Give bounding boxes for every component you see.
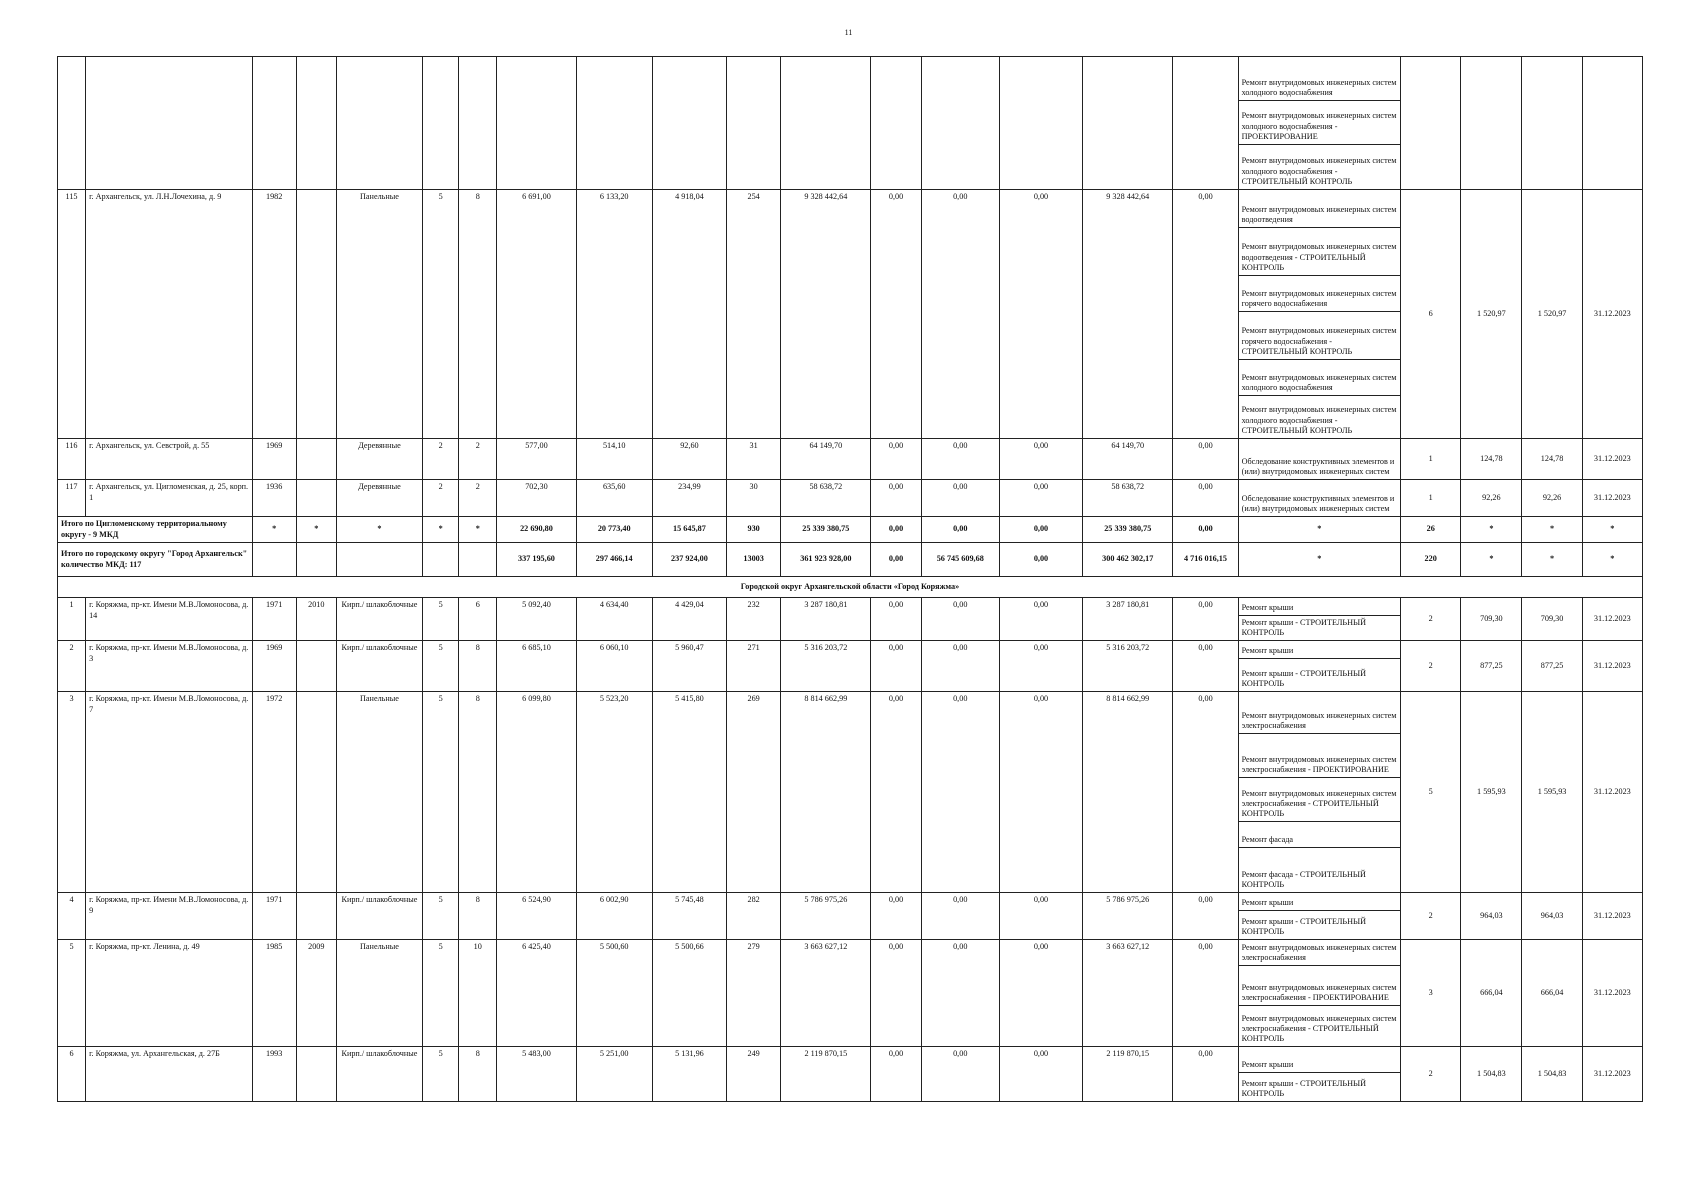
work-item: Ремонт фасада	[1239, 822, 1401, 848]
entrances: 6	[459, 598, 497, 641]
cost-total: 5 316 203,72	[781, 641, 871, 692]
work-count: 2	[1401, 893, 1461, 940]
fund-other: 0,00	[1173, 598, 1238, 641]
build-year: 1982	[252, 190, 296, 439]
work-item: Ремонт фасада - СТРОИТЕЛЬНЫЙ КОНТРОЛЬ	[1241, 869, 1366, 890]
reconstruction-year	[296, 439, 336, 480]
deadline: 31.12.2023	[1582, 1047, 1642, 1102]
area-total: 6 099,80	[497, 692, 576, 893]
fund-federal: 0,00	[871, 641, 921, 692]
fund-owners: 58 638,72	[1083, 480, 1173, 517]
table-row	[58, 1047, 1643, 1102]
cost-total: 64 149,70	[781, 439, 871, 480]
section-row	[58, 577, 1643, 598]
area-res: 15 645,87	[652, 517, 726, 543]
deadline: 31.12.2023	[1582, 480, 1642, 517]
fund-municipal: 0,00	[999, 190, 1082, 439]
unit-limit: 877,25	[1522, 641, 1582, 692]
fund-regional: 0,00	[921, 598, 999, 641]
fund-owners: 3 663 627,12	[1083, 940, 1173, 1047]
row-number: 2	[58, 641, 86, 692]
area-residential: 5 500,66	[652, 940, 726, 1047]
fund-owners: 9 328 442,64	[1083, 190, 1173, 439]
work-item: Ремонт внутридомовых инженерных систем холодного водоснабжения	[1239, 360, 1401, 396]
fund-federal: 0,00	[871, 480, 921, 517]
area-premises: 4 634,40	[576, 598, 652, 641]
area-total: 702,30	[497, 480, 576, 517]
fund-owners: 5 316 203,72	[1083, 641, 1173, 692]
unit-cost: 1 520,97	[1461, 190, 1522, 439]
unit-limit: 1 504,83	[1522, 1047, 1582, 1102]
table-row	[58, 598, 1643, 641]
residents: 30	[727, 480, 781, 517]
row-number: 116	[58, 439, 86, 480]
fund-owners: 25 339 380,75	[1083, 517, 1173, 543]
star-mark: *	[336, 517, 422, 543]
entrances: 8	[459, 893, 497, 940]
work-item: Ремонт крыши - СТРОИТЕЛЬНЫЙ КОНТРОЛЬ	[1241, 668, 1367, 689]
work-count: 2	[1401, 1047, 1461, 1102]
works-list	[1238, 940, 1401, 1047]
unit-cost: 964,03	[1461, 893, 1522, 940]
fund-owners: 2 119 870,15	[1083, 1047, 1173, 1102]
row-number: 6	[58, 1047, 86, 1102]
area-residential: 4 429,04	[652, 598, 726, 641]
cost-total: 5 786 975,26	[781, 893, 871, 940]
work-item: Ремонт внутридомовых инженерных систем электроснабжения - ПРОЕКТИРОВАНИЕ	[1239, 734, 1401, 778]
cost-total: 2 119 870,15	[781, 1047, 871, 1102]
unit-cost: 1 504,83	[1461, 1047, 1522, 1102]
unit-limit: 666,04	[1522, 940, 1582, 1047]
deadline: 31.12.2023	[1582, 598, 1642, 641]
total-label: Итого по городскому округу "Город Архангельск" количество МКД: 117	[58, 543, 253, 577]
works-list	[1238, 1047, 1401, 1102]
wall-material: Кирп./ шлакоблочные	[336, 598, 422, 641]
fund-other: 0,00	[1173, 517, 1238, 543]
address: г. Коряжма, пр-кт. Имени М.В.Ломоносова, д. 9	[86, 893, 253, 940]
deadline: 31.12.2023	[1582, 893, 1642, 940]
fund-other: 0,00	[1173, 893, 1238, 940]
star-mark: *	[1582, 543, 1642, 577]
area-total: 337 195,60	[497, 543, 576, 577]
entrances: 2	[459, 480, 497, 517]
star-mark: *	[1582, 517, 1642, 543]
area-total: 22 690,80	[497, 517, 576, 543]
work-item: Ремонт внутридомовых инженерных систем холодного водоснабжения	[1239, 57, 1401, 101]
fund-other: 0,00	[1173, 439, 1238, 480]
wall-material: Кирп./ шлакоблочные	[336, 641, 422, 692]
unit-limit: 709,30	[1522, 598, 1582, 641]
deadline: 31.12.2023	[1582, 641, 1642, 692]
works-list	[1238, 641, 1401, 692]
fund-municipal: 0,00	[999, 893, 1082, 940]
row-number: 3	[58, 692, 86, 893]
fund-owners: 64 149,70	[1083, 439, 1173, 480]
deadline: 31.12.2023	[1582, 692, 1642, 893]
work-count: 5	[1401, 692, 1461, 893]
floors: 5	[423, 940, 459, 1047]
wall-material: Панельные	[336, 692, 422, 893]
works-list	[1238, 598, 1401, 641]
fund-other: 0,00	[1173, 1047, 1238, 1102]
area-total: 577,00	[497, 439, 576, 480]
unit-cost: 1 595,93	[1461, 692, 1522, 893]
work-count: 1	[1401, 480, 1461, 517]
address: г. Архангельск, ул. Севстрой, д. 55	[86, 439, 253, 480]
fund-municipal: 0,00	[999, 641, 1082, 692]
fund-regional: 0,00	[921, 692, 999, 893]
residents: 31	[727, 439, 781, 480]
unit-limit: 124,78	[1522, 439, 1582, 480]
reconstruction-year	[296, 692, 336, 893]
area-premises: 5 523,20	[576, 692, 652, 893]
work-count: 2	[1401, 641, 1461, 692]
build-year: 1993	[252, 1047, 296, 1102]
star-mark: *	[1238, 543, 1401, 577]
fund-municipal: 0,00	[999, 439, 1082, 480]
table-row	[58, 893, 1643, 940]
wall-material: Кирп./ шлакоблочные	[336, 893, 422, 940]
works-list	[1238, 190, 1401, 439]
area-residential: 5 131,96	[652, 1047, 726, 1102]
works-list	[1238, 692, 1401, 893]
fund-fed: 0,00	[871, 517, 921, 543]
wall-material: Деревянные	[336, 439, 422, 480]
work-item: Ремонт внутридомовых инженерных систем электроснабжения - СТРОИТЕЛЬНЫЙ КОНТРОЛЬ	[1241, 1013, 1397, 1044]
star-mark: *	[1522, 543, 1582, 577]
unit-limit: 1 520,97	[1522, 190, 1582, 439]
work-item: Ремонт внутридомовых инженерных систем электроснабжения	[1239, 940, 1401, 966]
fund-federal: 0,00	[871, 893, 921, 940]
entrances: 10	[459, 940, 497, 1047]
works-list	[1238, 893, 1401, 940]
table-row	[58, 480, 1643, 517]
area-living: 20 773,40	[576, 517, 652, 543]
area-residential: 4 918,04	[652, 190, 726, 439]
row-number: 1	[58, 598, 86, 641]
deadline: 31.12.2023	[1582, 439, 1642, 480]
floors: 5	[423, 190, 459, 439]
area-residential: 5 745,48	[652, 893, 726, 940]
address: г. Коряжма, пр-кт. Ленина, д. 49	[86, 940, 253, 1047]
carryover-works	[1238, 57, 1401, 190]
star-mark: *	[296, 517, 336, 543]
fund-federal: 0,00	[871, 598, 921, 641]
area-total: 6 425,40	[497, 940, 576, 1047]
fund-owners: 5 786 975,26	[1083, 893, 1173, 940]
area-total: 6 685,10	[497, 641, 576, 692]
work-count: 1	[1401, 439, 1461, 480]
reconstruction-year	[296, 190, 336, 439]
fund-other: 4 716 016,15	[1173, 543, 1238, 577]
residents: 271	[727, 641, 781, 692]
area-total: 5 092,40	[497, 598, 576, 641]
area-premises: 514,10	[576, 439, 652, 480]
residents: 930	[727, 517, 781, 543]
reconstruction-year	[296, 480, 336, 517]
fund-municipal: 0,00	[999, 598, 1082, 641]
fund-municipal: 0,00	[999, 1047, 1082, 1102]
residents: 13003	[727, 543, 781, 577]
fund-owners: 3 287 180,81	[1083, 598, 1173, 641]
row-number: 4	[58, 893, 86, 940]
work-item: Ремонт внутридомовых инженерных систем холодного водоснабжения - СТРОИТЕЛЬНЫЙ КОНТРОЛЬ	[1241, 405, 1397, 435]
area-total: 6 691,00	[497, 190, 576, 439]
area-premises: 5 500,60	[576, 940, 652, 1047]
work-count: 2	[1401, 598, 1461, 641]
entrances: 2	[459, 439, 497, 480]
floors: 5	[423, 641, 459, 692]
area-premises: 6 060,10	[576, 641, 652, 692]
floors: 2	[423, 439, 459, 480]
row-number: 5	[58, 940, 86, 1047]
wall-material: Кирп./ шлакоблочные	[336, 1047, 422, 1102]
residents: 279	[727, 940, 781, 1047]
address: г. Коряжма, пр-кт. Имени М.В.Ломоносова, д. 3	[86, 641, 253, 692]
reconstruction-year	[296, 893, 336, 940]
deadline: 31.12.2023	[1582, 940, 1642, 1047]
row-number: 117	[58, 480, 86, 517]
unit-cost: 709,30	[1461, 598, 1522, 641]
floors: 5	[423, 692, 459, 893]
area-residential: 92,60	[652, 439, 726, 480]
area-total: 6 524,90	[497, 893, 576, 940]
floors: 2	[423, 480, 459, 517]
unit-cost: 124,78	[1461, 439, 1522, 480]
capital-repair-table	[57, 56, 1643, 1102]
work-item: Ремонт крыши - СТРОИТЕЛЬНЫЙ КОНТРОЛЬ	[1241, 1078, 1367, 1099]
works-list	[1238, 439, 1401, 480]
page-number: 11	[844, 28, 853, 37]
work-item: Ремонт крыши	[1239, 598, 1401, 616]
star-mark: *	[252, 517, 296, 543]
reconstruction-year: 2010	[296, 598, 336, 641]
address: г. Архангельск, ул. Цигломенская, д. 25, корп. 1	[86, 480, 253, 517]
star-mark: *	[1461, 543, 1522, 577]
fund-federal: 0,00	[871, 692, 921, 893]
area-residential: 5 415,80	[652, 692, 726, 893]
fund-federal: 0,00	[871, 439, 921, 480]
unit-cost: 666,04	[1461, 940, 1522, 1047]
deadline: 31.12.2023	[1582, 190, 1642, 439]
fund-municipal: 0,00	[999, 692, 1082, 893]
residents: 282	[727, 893, 781, 940]
cost-total: 58 638,72	[781, 480, 871, 517]
fund-owners: 300 462 302,17	[1083, 543, 1173, 577]
cost-total: 9 328 442,64	[781, 190, 871, 439]
fund-other: 0,00	[1173, 940, 1238, 1047]
work-count: 220	[1401, 543, 1461, 577]
build-year: 1985	[252, 940, 296, 1047]
work-count: 3	[1401, 940, 1461, 1047]
work-count: 26	[1401, 517, 1461, 543]
address: г. Коряжма, ул. Архангельская, д. 27Б	[86, 1047, 253, 1102]
fund-mun: 0,00	[999, 543, 1082, 577]
area-residential: 234,99	[652, 480, 726, 517]
work-item: Ремонт внутридомовых инженерных систем электроснабжения - ПРОЕКТИРОВАНИЕ	[1239, 966, 1401, 1006]
fund-regional: 0,00	[921, 1047, 999, 1102]
area-living: 297 466,14	[576, 543, 652, 577]
residents: 249	[727, 1047, 781, 1102]
unit-limit: 964,03	[1522, 893, 1582, 940]
work-item: Ремонт внутридомовых инженерных систем холодного водоснабжения - СТРОИТЕЛЬНЫЙ КОНТРОЛЬ	[1241, 156, 1397, 186]
total-row	[58, 543, 1643, 577]
fund-owners: 8 814 662,99	[1083, 692, 1173, 893]
unit-limit: 1 595,93	[1522, 692, 1582, 893]
fund-regional: 0,00	[921, 190, 999, 439]
fund-other: 0,00	[1173, 641, 1238, 692]
floors: 5	[423, 1047, 459, 1102]
area-total: 5 483,00	[497, 1047, 576, 1102]
work-item: Ремонт внутридомовых инженерных систем водоотведения - СТРОИТЕЛЬНЫЙ КОНТРОЛЬ	[1239, 228, 1401, 276]
star-mark: *	[423, 517, 459, 543]
residents: 269	[727, 692, 781, 893]
carryover-row	[58, 57, 1643, 190]
work-item: Ремонт крыши - СТРОИТЕЛЬНЫЙ КОНТРОЛЬ	[1241, 916, 1367, 937]
build-year: 1971	[252, 893, 296, 940]
work-item: Ремонт крыши	[1239, 641, 1401, 659]
address: г. Архангельск, ул. Л.Н.Лочехина, д. 9	[86, 190, 253, 439]
area-premises: 6 002,90	[576, 893, 652, 940]
work-item: Ремонт внутридомовых инженерных систем горячего водоснабжения	[1239, 276, 1401, 312]
cost-total: 3 287 180,81	[781, 598, 871, 641]
wall-material: Панельные	[336, 190, 422, 439]
area-premises: 5 251,00	[576, 1047, 652, 1102]
fund-federal: 0,00	[871, 1047, 921, 1102]
work-item: Ремонт внутридомовых инженерных систем холодного водоснабжения - ПРОЕКТИРОВАНИЕ	[1239, 101, 1401, 145]
table-row	[58, 190, 1643, 439]
row-number: 115	[58, 190, 86, 439]
entrances: 8	[459, 641, 497, 692]
floors: 5	[423, 598, 459, 641]
cost-total: 3 663 627,12	[781, 940, 871, 1047]
fund-regional: 0,00	[921, 641, 999, 692]
wall-material: Деревянные	[336, 480, 422, 517]
fund-reg: 56 745 609,68	[921, 543, 999, 577]
total-label: Итого по Цигломенскому территориальному округу - 9 МКД	[58, 517, 253, 543]
fund-municipal: 0,00	[999, 940, 1082, 1047]
table-row	[58, 641, 1643, 692]
work-item: Ремонт внутридомовых инженерных систем водоотведения	[1239, 190, 1401, 228]
area-residential: 5 960,47	[652, 641, 726, 692]
star-mark: *	[1522, 517, 1582, 543]
table-row	[58, 692, 1643, 893]
entrances: 8	[459, 692, 497, 893]
reconstruction-year	[296, 1047, 336, 1102]
star-mark: *	[1238, 517, 1401, 543]
address: г. Коряжма, пр-кт. Имени М.В.Ломоносова, д. 14	[86, 598, 253, 641]
work-item: Ремонт внутридомовых инженерных систем горячего водоснабжения - СТРОИТЕЛЬНЫЙ КОНТРОЛЬ	[1239, 312, 1401, 360]
fund-other: 0,00	[1173, 190, 1238, 439]
entrances: 8	[459, 1047, 497, 1102]
fund-federal: 0,00	[871, 190, 921, 439]
fund-other: 0,00	[1173, 480, 1238, 517]
fund-federal: 0,00	[871, 940, 921, 1047]
build-year: 1969	[252, 641, 296, 692]
residents: 232	[727, 598, 781, 641]
address: г. Коряжма, пр-кт. Имени М.В.Ломоносова, д. 7	[86, 692, 253, 893]
residents: 254	[727, 190, 781, 439]
work-item: Обследование конструктивных элементов и (или) внутридомовых инженерных систем	[1241, 493, 1395, 513]
fund-reg: 0,00	[921, 517, 999, 543]
work-item: Ремонт внутридомовых инженерных систем электроснабжения - СТРОИТЕЛЬНЫЙ КОНТРОЛЬ	[1239, 778, 1401, 822]
table-row	[58, 940, 1643, 1047]
build-year: 1936	[252, 480, 296, 517]
fund-regional: 0,00	[921, 480, 999, 517]
entrances: 8	[459, 190, 497, 439]
floors: 5	[423, 893, 459, 940]
unit-limit: 92,26	[1522, 480, 1582, 517]
work-count: 6	[1401, 190, 1461, 439]
table-row	[58, 439, 1643, 480]
fund-municipal: 0,00	[999, 480, 1082, 517]
area-res: 237 924,00	[652, 543, 726, 577]
work-item: Ремонт крыши	[1239, 1047, 1401, 1073]
cost-total: 8 814 662,99	[781, 692, 871, 893]
wall-material: Панельные	[336, 940, 422, 1047]
unit-cost: 877,25	[1461, 641, 1522, 692]
fund-mun: 0,00	[999, 517, 1082, 543]
area-premises: 635,60	[576, 480, 652, 517]
works-list	[1238, 480, 1401, 517]
fund-other: 0,00	[1173, 692, 1238, 893]
subtotal-row	[58, 517, 1643, 543]
work-item: Ремонт крыши	[1239, 893, 1401, 911]
build-year: 1969	[252, 439, 296, 480]
area-premises: 6 133,20	[576, 190, 652, 439]
fund-regional: 0,00	[921, 439, 999, 480]
star-mark: *	[1461, 517, 1522, 543]
unit-cost: 92,26	[1461, 480, 1522, 517]
reconstruction-year: 2009	[296, 940, 336, 1047]
build-year: 1972	[252, 692, 296, 893]
star-mark: *	[459, 517, 497, 543]
table-body	[58, 57, 1643, 1102]
work-item: Ремонт крыши - СТРОИТЕЛЬНЫЙ КОНТРОЛЬ	[1241, 617, 1367, 638]
fund-fed: 0,00	[871, 543, 921, 577]
section-title: Городской округ Архангельской области «Город Коряжма»	[58, 577, 1643, 598]
work-item: Обследование конструктивных элементов и (или) внутридомовых инженерных систем	[1241, 456, 1395, 476]
cost-total: 25 339 380,75	[781, 517, 871, 543]
reconstruction-year	[296, 641, 336, 692]
build-year: 1971	[252, 598, 296, 641]
fund-regional: 0,00	[921, 893, 999, 940]
work-item: Ремонт внутридомовых инженерных систем электроснабжения	[1239, 692, 1401, 734]
fund-regional: 0,00	[921, 940, 999, 1047]
cost-total: 361 923 928,00	[781, 543, 871, 577]
